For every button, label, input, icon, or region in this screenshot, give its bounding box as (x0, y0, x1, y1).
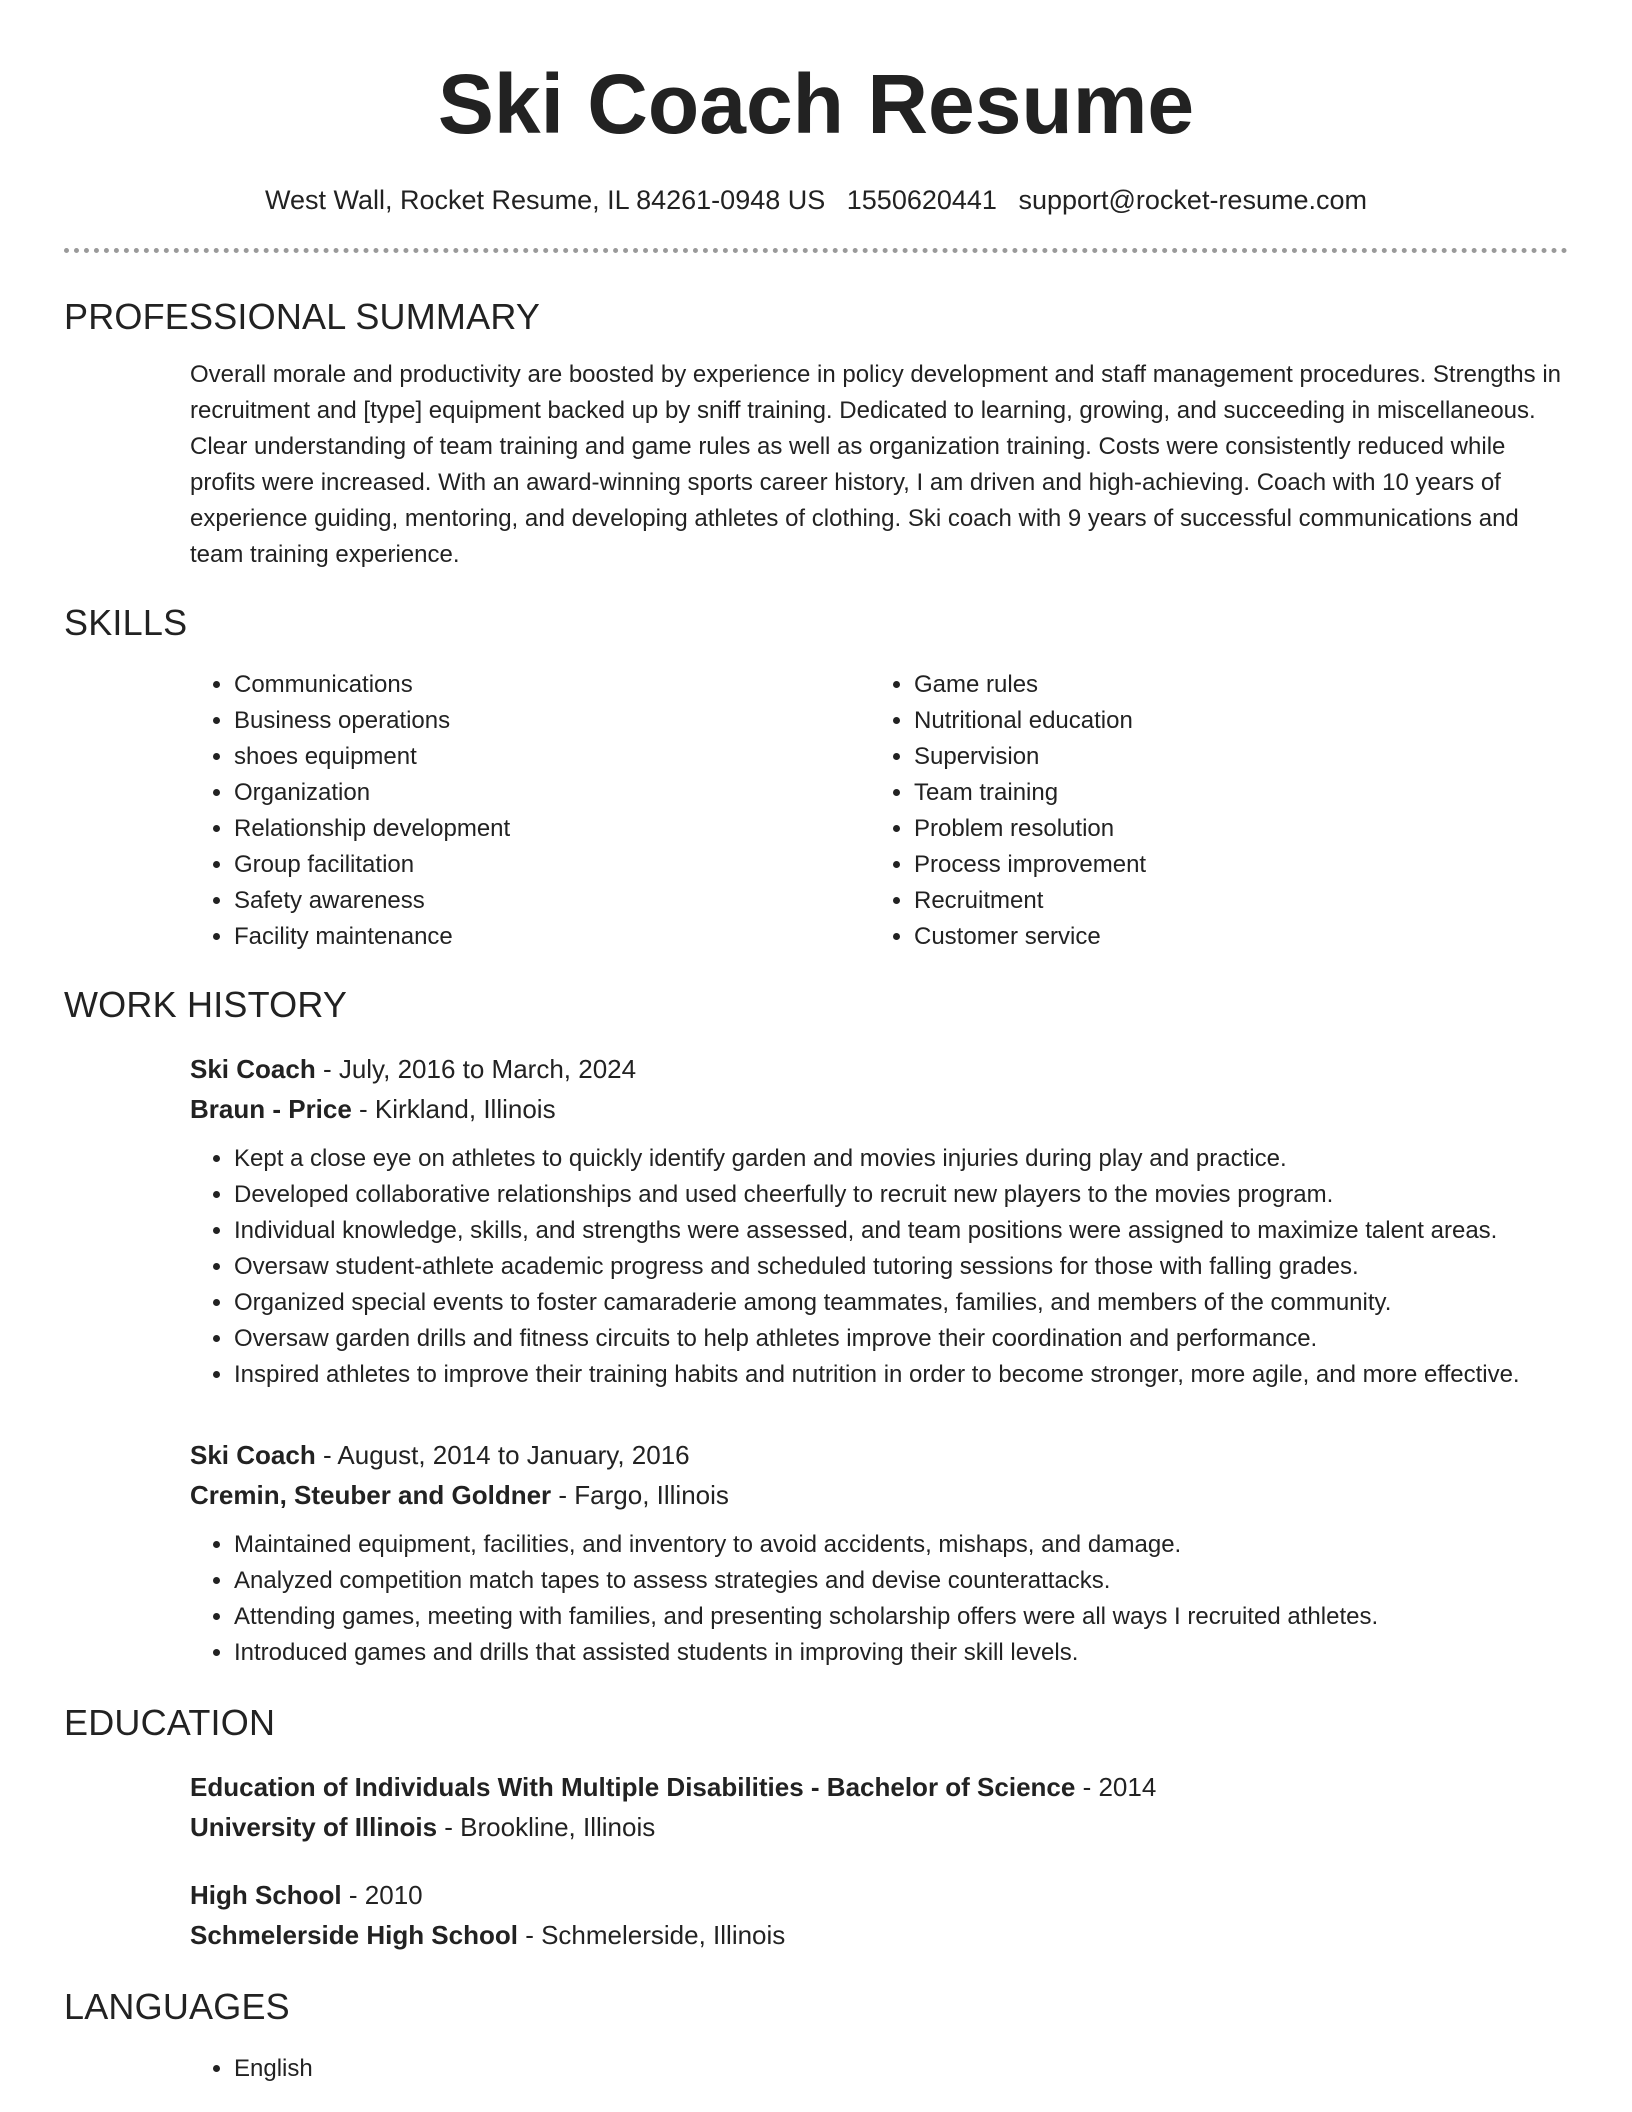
education-year: - 2014 (1075, 1772, 1157, 1802)
job-duty: • Kept a close eye on athletes to quickly identify garden and movies injuries during play and practice. (234, 1141, 1568, 1177)
resume-title: Ski Coach Resume (437, 57, 1195, 151)
education-school: University of Illinois (190, 1812, 438, 1842)
job-role-line (190, 1435, 1568, 1475)
skill-item: • Supervision (914, 739, 1550, 775)
job-duty: • Developed collaborative relationships and used cheerfully to recruit new players to the movies program. (234, 1177, 1568, 1213)
education-heading: EDUCATION (64, 1702, 276, 1743)
skills-column-right (870, 667, 1550, 955)
job-role: Ski Coach (190, 1054, 316, 1084)
summary-text: Overall morale and productivity are boosted by experience in policy development and staff management procedures. Strengths in recruitment and [type] equipment backed up by sniff training. Dedicated to learning, growing, and succeeding in miscellaneous. Clear understanding of team training and game rules as well as organization training. Costs were consistently reduced while profits were increased. With an award-winning sports career history, I am driven and high-achieving. Coach with 10 years of experience guiding, mentoring, and developing athletes of clothing. Ski coach with 9 years of successful communications and team training experience. (190, 361, 1561, 568)
education-degree-line (190, 1875, 1568, 1915)
job-location: - Fargo, Illinois (551, 1480, 729, 1510)
contact-email: support@rocket-resume.com (1018, 185, 1367, 215)
languages-list (190, 2051, 1568, 2087)
header-divider (64, 248, 1568, 253)
job-duty: • Maintained equipment, facilities, and inventory to avoid accidents, mishaps, and damage. (234, 1527, 1568, 1563)
job-company: Braun - Price (190, 1094, 352, 1124)
job-location: - Kirkland, Illinois (351, 1094, 556, 1124)
skill-item: • Communications (234, 667, 870, 703)
language-item: • English (234, 2051, 1568, 2087)
job-entry (190, 1435, 1568, 1671)
skill-item: • Process improvement (914, 847, 1550, 883)
languages-heading: LANGUAGES (64, 1986, 290, 2027)
job-duty: • Analyzed competition match tapes to assess strategies and devise counterattacks. (234, 1563, 1568, 1599)
skill-item: • Relationship development (234, 811, 870, 847)
skill-item: • Business operations (234, 703, 870, 739)
job-duties (190, 1527, 1568, 1671)
skills-list-left (190, 667, 870, 955)
skills-grid (190, 667, 1568, 955)
education-degree-line (190, 1767, 1568, 1807)
languages-bullets (190, 2051, 1568, 2087)
job-duty: • Introduced games and drills that assisted students in improving their skill levels. (234, 1635, 1568, 1671)
job-dates: - August, 2014 to January, 2016 (315, 1440, 690, 1470)
job-duty: • Oversaw student-athlete academic progress and scheduled tutoring sessions for those with falling grades. (234, 1249, 1568, 1285)
contact-phone: 1550620441 (846, 185, 997, 215)
education-entry (190, 1875, 1568, 1955)
work-history-heading: WORK HISTORY (64, 984, 348, 1025)
education-location: - Schmelerside, Illinois (517, 1920, 786, 1950)
job-company-line (190, 1475, 1568, 1515)
job-duty: • Individual knowledge, skills, and strengths were assessed, and team positions were assigned to maximize talent areas. (234, 1213, 1568, 1249)
skills-column-left (190, 667, 870, 955)
job-company-line (190, 1089, 1568, 1129)
summary-heading: PROFESSIONAL SUMMARY (64, 296, 541, 337)
skills-heading: SKILLS (64, 602, 188, 643)
job-role: Ski Coach (190, 1440, 316, 1470)
skill-item: • Organization (234, 775, 870, 811)
education-year: - 2010 (341, 1880, 423, 1910)
job-duty: • Oversaw garden drills and fitness circuits to help athletes improve their coordination and performance. (234, 1321, 1568, 1357)
skills-list-right (870, 667, 1550, 955)
education-location: - Brookline, Illinois (437, 1812, 656, 1842)
job-duty: • Organized special events to foster camaraderie among teammates, families, and members of the community. (234, 1285, 1568, 1321)
contact-line (64, 182, 1568, 218)
job-duties (190, 1141, 1568, 1393)
skill-item: • shoes equipment (234, 739, 870, 775)
job-duty: • Attending games, meeting with families, and presenting scholarship offers were all ways I recruited athletes. (234, 1599, 1568, 1635)
skill-item: • Problem resolution (914, 811, 1550, 847)
job-duty: • Inspired athletes to improve their training habits and nutrition in order to become stronger, more agile, and more effective. (234, 1357, 1568, 1393)
skill-item: • Safety awareness (234, 883, 870, 919)
education-degree: High School (190, 1880, 342, 1910)
education-school-line (190, 1915, 1568, 1955)
education-entry (190, 1767, 1568, 1847)
job-role-line (190, 1049, 1568, 1089)
education-school: Schmelerside High School (190, 1920, 518, 1950)
job-company: Cremin, Steuber and Goldner (190, 1480, 552, 1510)
education-school-line (190, 1807, 1568, 1847)
contact-address: West Wall, Rocket Resume, IL 84261-0948 US (265, 185, 826, 215)
skill-item: • Customer service (914, 919, 1550, 955)
skill-item: • Facility maintenance (234, 919, 870, 955)
job-dates: - July, 2016 to March, 2024 (315, 1054, 637, 1084)
job-entry (190, 1049, 1568, 1393)
skill-item: • Nutritional education (914, 703, 1550, 739)
skill-item: • Team training (914, 775, 1550, 811)
skill-item: • Recruitment (914, 883, 1550, 919)
skill-item: • Game rules (914, 667, 1550, 703)
skill-item: • Group facilitation (234, 847, 870, 883)
education-degree: Education of Individuals With Multiple Disabilities - Bachelor of Science (190, 1772, 1076, 1802)
